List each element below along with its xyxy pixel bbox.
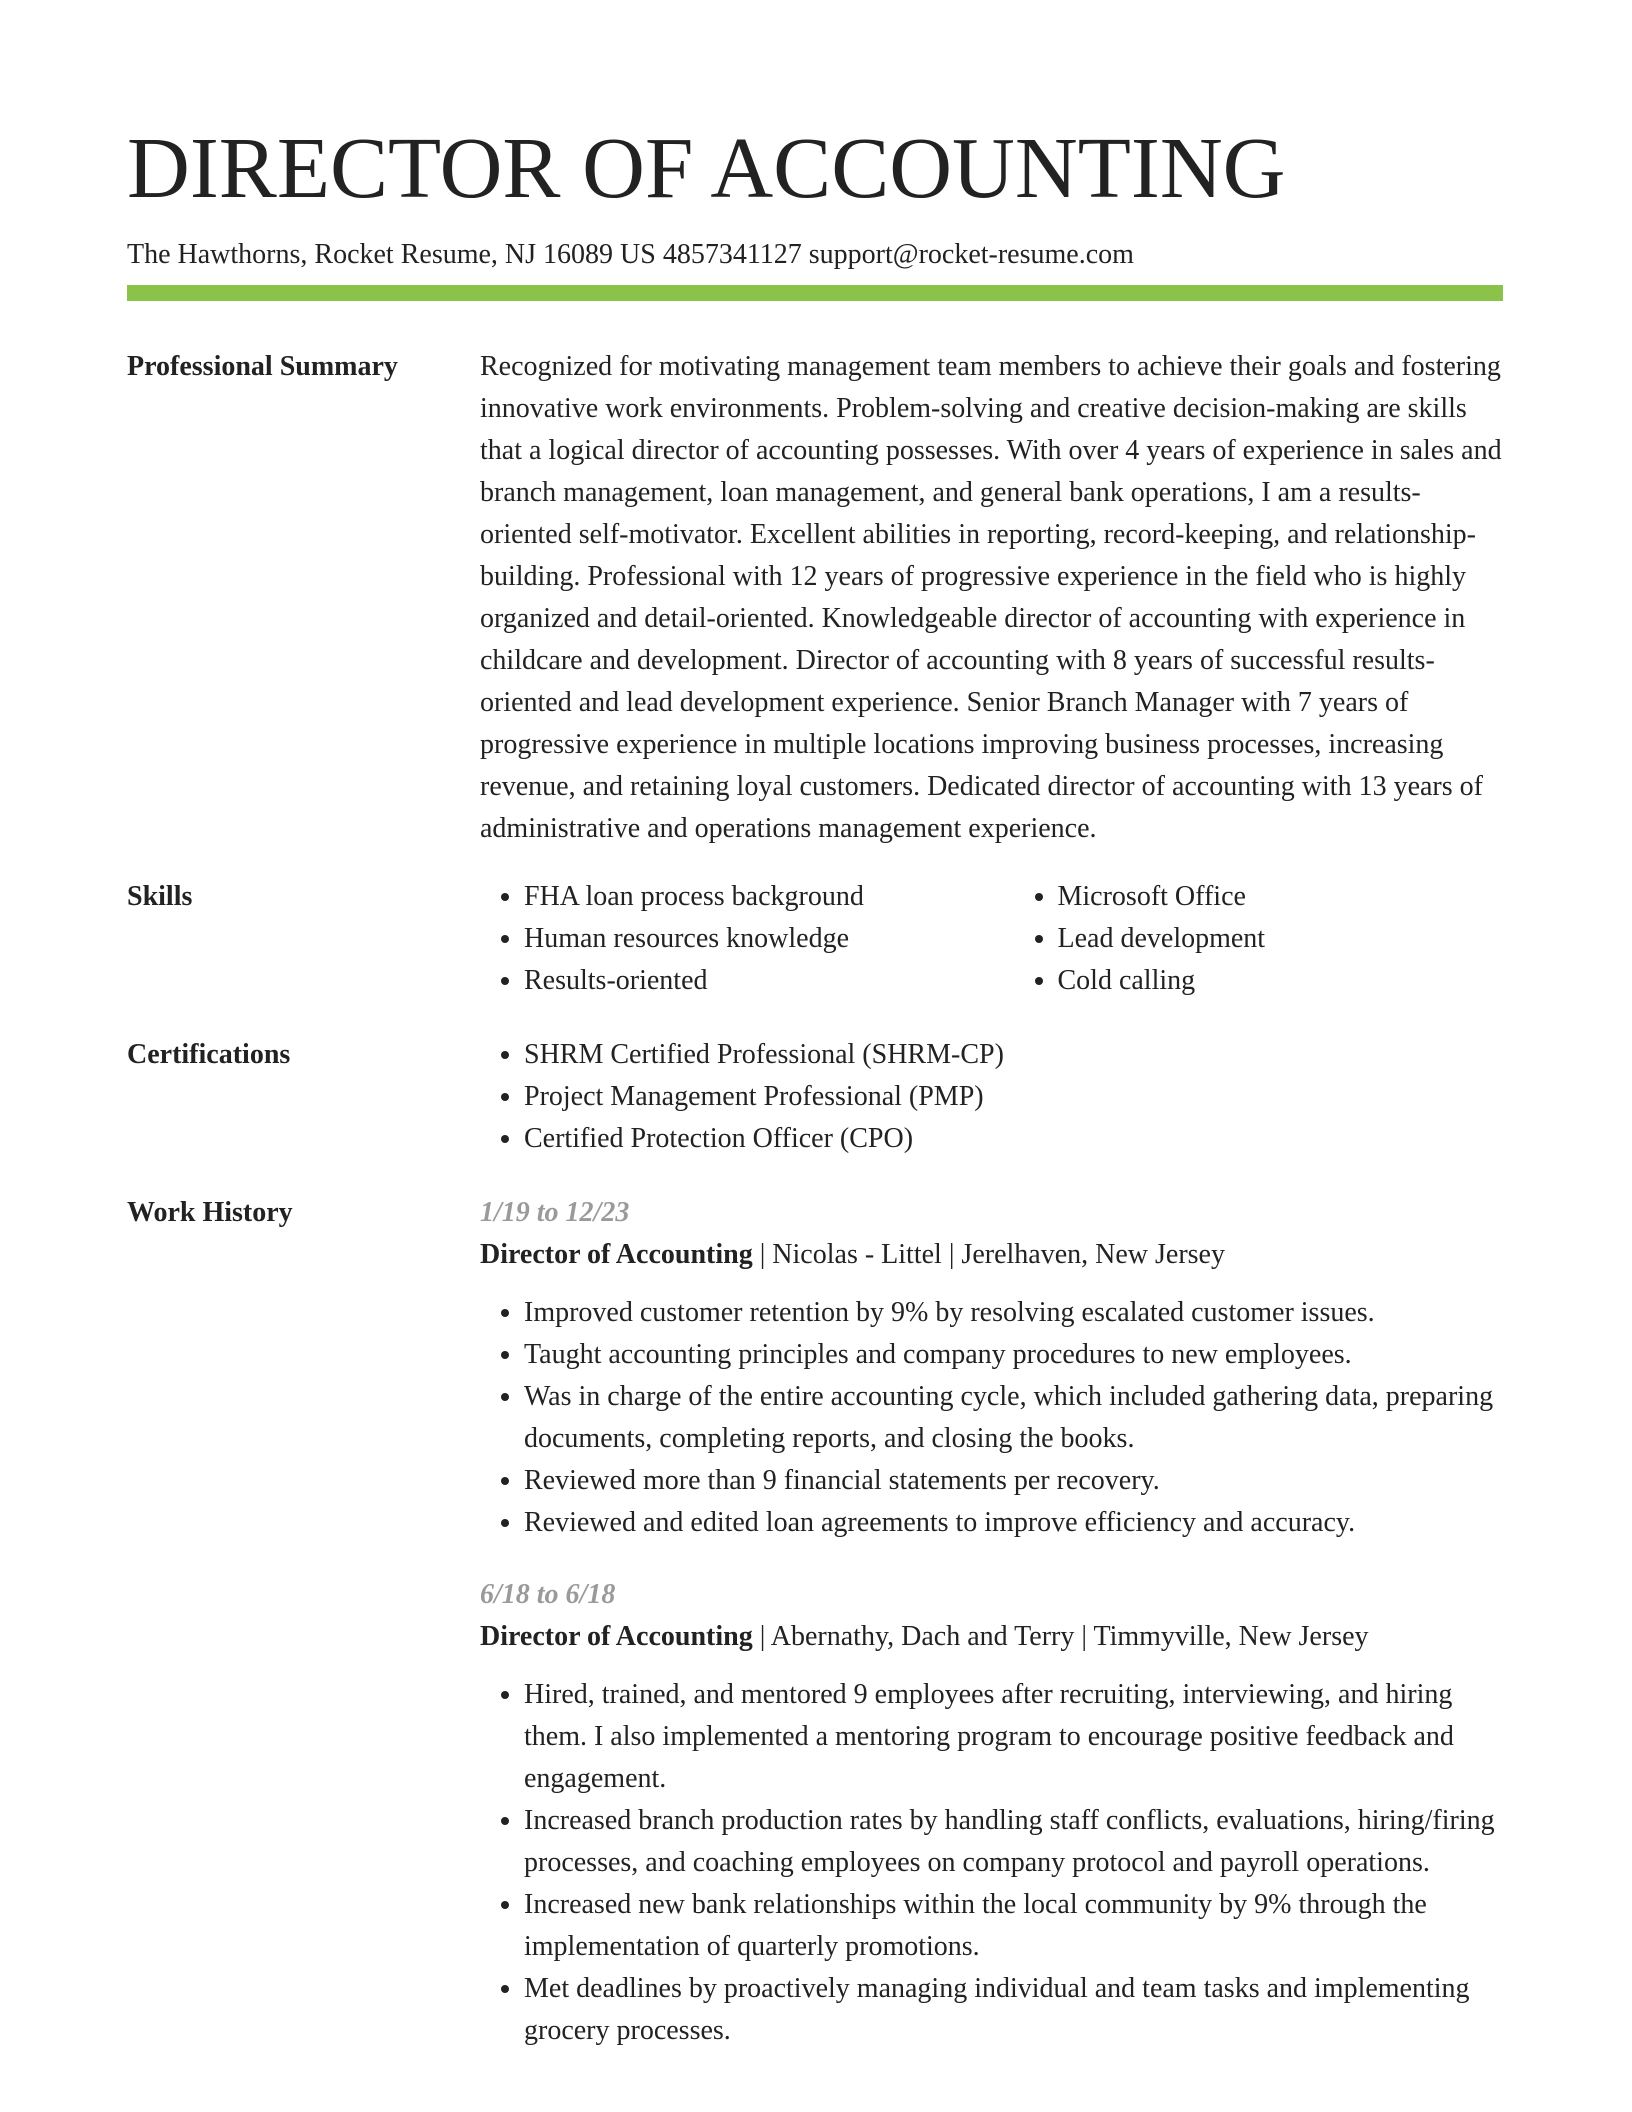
certification-item: • Project Management Professional (PMP) (524, 1076, 1503, 1118)
job-bullets (480, 1292, 1503, 1544)
job-bullet: • Improved customer retention by 9% by resolving escalated customer issues. (524, 1292, 1503, 1334)
accent-divider (127, 285, 1503, 301)
certifications-list (480, 1034, 1503, 1160)
job-bullet: • Taught accounting principles and company procedures to new employees. (524, 1334, 1503, 1376)
job-bullet: • Increased branch production rates by handling staff conflicts, evaluations, hiring/firing processes, and coaching employees on company protocol and payroll operations. (524, 1800, 1503, 1884)
skill-item: • Microsoft Office (1058, 876, 1504, 918)
resume-header (127, 118, 1503, 272)
summary-body (480, 346, 1503, 850)
summary-heading: Professional Summary (127, 351, 398, 382)
job-date: 1/19 to 12/23 (480, 1197, 630, 1228)
skills-heading: Skills (127, 881, 193, 912)
job-title-line (480, 1616, 1503, 1658)
job-title: Director of Accounting (480, 1239, 753, 1270)
contact-line: The Hawthorns, Rocket Resume, NJ 16089 US 4857341127 support@rocket-resume.com (127, 239, 1134, 270)
job-date: 6/18 to 6/18 (480, 1579, 616, 1610)
skills-list-left (480, 876, 970, 1002)
job-employer-location: | Nicolas - Littel | Jerelhaven, New Jersey (752, 1239, 1225, 1270)
skills-list-right (1014, 876, 1504, 1002)
skills-grid (480, 876, 1503, 1002)
job-entry (480, 1574, 1503, 2052)
job-bullet: • Hired, trained, and mentored 9 employees after recruiting, interviewing, and hiring them. I also implemented a mentoring program to encourage positive feedback and engagement. (524, 1674, 1503, 1800)
skill-item: • Results-oriented (524, 960, 970, 1002)
job-employer-location: | Abernathy, Dach and Terry | Timmyville, New Jersey (752, 1621, 1369, 1652)
skill-item: • Human resources knowledge (524, 918, 970, 960)
job-bullet: • Reviewed more than 9 financial statements per recovery. (524, 1460, 1503, 1502)
job-title-line (480, 1234, 1503, 1276)
skill-item: • FHA loan process background (524, 876, 970, 918)
resume-title: DIRECTOR OF ACCOUNTING (127, 119, 1286, 216)
job-bullet: • Was in charge of the entire accounting cycle, which included gathering data, preparing documents, completing reports, and closing the books. (524, 1376, 1503, 1460)
job-bullet: • Increased new bank relationships within the local community by 9% through the implementation of quarterly promotions. (524, 1884, 1503, 1968)
certification-item: • Certified Protection Officer (CPO) (524, 1118, 1503, 1160)
certifications-heading: Certifications (127, 1039, 291, 1070)
certifications-body (480, 1034, 1503, 1160)
summary-text: Recognized for motivating management team members to achieve their goals and fostering innovative work environments. Problem-solving and creative decision-making are skills that a logical director of accounting possesses. With over 4 years of experience in sales and branch management, loan management, and general bank operations, I am a results-oriented self-motivator. Excellent abilities in reporting, record-keeping, and relationship-building. Professional with 12 years of progressive experience in the field who is highly organized and detail-oriented. Knowledgeable director of accounting with experience in childcare and development. Director of accounting with 8 years of successful results-oriented and lead development experience. Senior Branch Manager with 7 years of progressive experience in multiple locations improving business processes, increasing revenue, and retaining loyal customers. Dedicated director of accounting with 13 years of administrative and operations management experience. (480, 351, 1502, 844)
job-bullet: • Met deadlines by proactively managing individual and team tasks and implementing grocery processes. (524, 1968, 1503, 2052)
job-bullet: • Reviewed and edited loan agreements to improve efficiency and accuracy. (524, 1502, 1503, 1544)
job-bullets (480, 1674, 1503, 2052)
work-history-body (480, 1192, 1503, 2082)
job-title: Director of Accounting (480, 1621, 753, 1652)
job-entry (480, 1192, 1503, 1544)
work-history-heading: Work History (127, 1197, 293, 1228)
skill-item: • Lead development (1058, 918, 1504, 960)
certification-item: • SHRM Certified Professional (SHRM-CP) (524, 1034, 1503, 1076)
skills-body (480, 876, 1503, 1002)
skill-item: • Cold calling (1058, 960, 1504, 1002)
